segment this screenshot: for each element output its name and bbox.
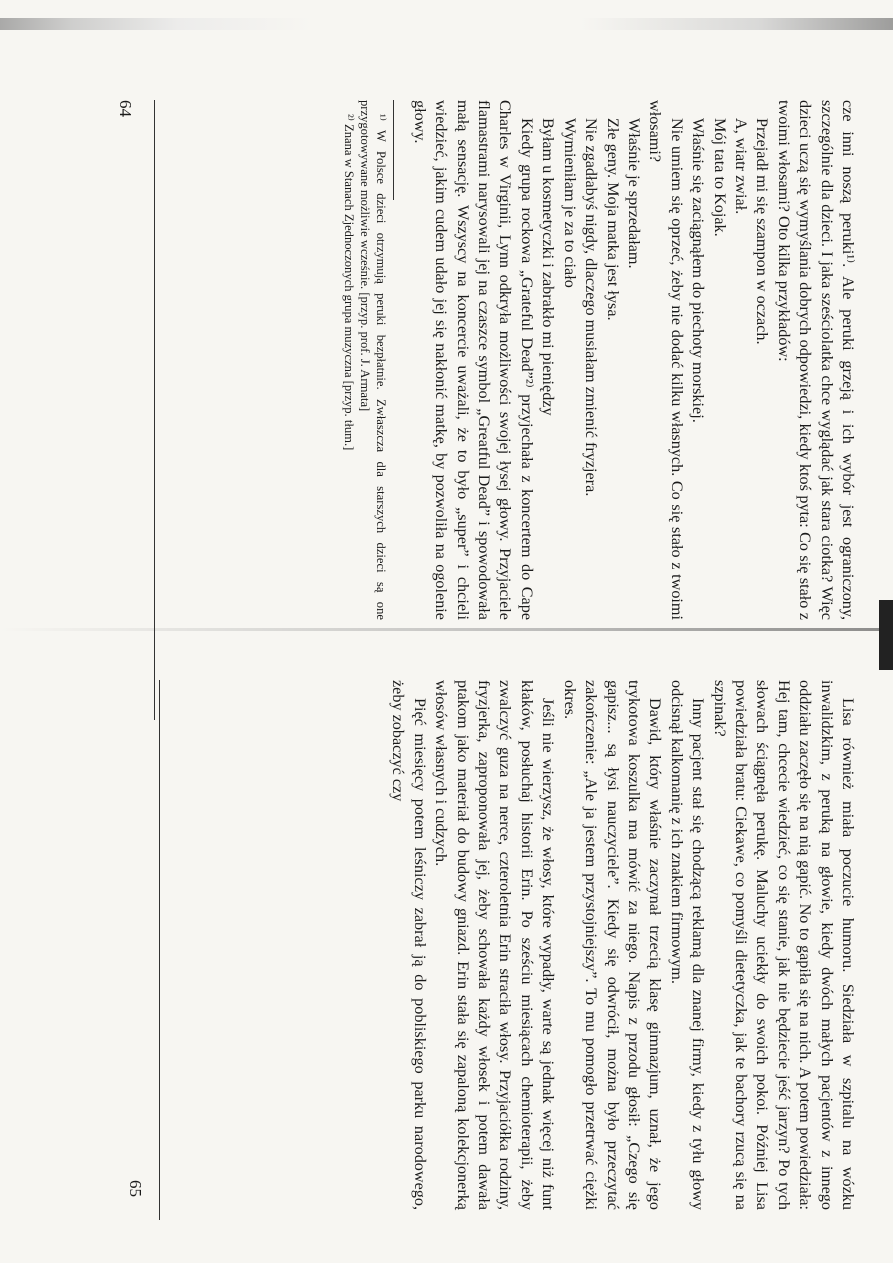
paragraph: Właśnie je sprzedałam.: [624, 118, 643, 269]
footnote: ²⁾ Znana w Stanach Zjednoczonych grupa muzyczna [przyp. tłum.]: [342, 114, 357, 451]
paragraph: Przejadł mi się szampon w oczach.: [753, 118, 772, 345]
page-number: 65: [126, 1180, 145, 1197]
page-65: [120, 640, 880, 1210]
paragraph: A, wiatr zwiał.: [731, 118, 750, 215]
paragraph: Pięć miesięcy potem leśniczy zabrał ją do pobliskiego parku narodowego, żeby zobaczyć czy: [389, 680, 429, 1210]
footnote: ¹⁾ W Polsce dzieci otrzymują peruki bezpłatnie. Zwłaszcza dla starszych dzieci są one przygotowywane możliwie wcześnie. [przyp. prof. J. Armata]: [358, 100, 389, 620]
paragraph: Mój tata to Kojak.: [710, 118, 729, 237]
footnote-divider: [393, 100, 394, 200]
paragraph: Wymieniłam je za to ciało: [560, 118, 579, 288]
page-rule: [159, 680, 160, 1220]
paragraph: Kiedy grupa rockowa „Grateful Dead”²⁾ przyjechała z koncertem do Cape Charles w Virginii, Lynn odkryła możliwości swojej łysej głowy. Przyjaciele flamastrami narysowali jej na czaszce symbol „Greatful Dead” i spowodowała małą sensację. Wszyscy na koncercie uważali, że to było „super” i chcieli wiedzieć, jakim cudem udało jej się nakłonić matkę, by pozwoliła na ogolenie głowy.: [410, 100, 536, 620]
book-gutter-line: [0, 628, 893, 631]
page-number: 64: [116, 100, 135, 117]
page-64-body: [341, 100, 858, 620]
paragraph: Właśnie się zaciągnąłem do piechoty morskiej.: [689, 118, 708, 423]
paragraph: Lisa również miała poczucie humoru. Siedziała w szpitalu na wózku inwalidzkim, z peruką na głowie, kiedy dwóch małych pacjentów z innego oddziału zaczęło się na nią gapić. No to gapiła się na nich. A potem powiedziała: Hej tam, chcecie wiedzieć, co się stanie, jak nie będziecie jeść jarzyn? Po tych słowach ściągnęła perukę. Maluchy uciekły do swoich pokoi. Później Lisa powiedziała bratu: Ciekawe, co pomyśli dietetyczka, jak te bachory rzucą się na szpinak?: [710, 680, 857, 1210]
paragraph: Złe geny. Moja matka jest łysa.: [603, 118, 622, 321]
scan-edge-smudge: [0, 18, 893, 30]
paragraph: Byłam u kosmetyczki i zabrakło mi pieniędzy: [539, 118, 558, 416]
page-rule: [154, 100, 155, 720]
paragraph: Nie umiem się oprzeć, żeby nie dodać kilku własnych. Co się stało z twoimi włosami?: [646, 100, 686, 620]
page-64: [116, 100, 880, 620]
page-65-body: [387, 680, 858, 1210]
paragraph: Jeśli nie wierzysz, że włosy, które wypadły, warte są jednak więcej niż funt kłaków, posłuchaj historii Erin. Po sześciu miesiącach chemioterapii, żeby zwalczyć guza na nerce, czteroletnia Erin straciła włosy. Przyjaciółka rodziny, fryzjerka, zaproponowała jej, żeby schowała każdy włosek i potem dawała ptakom jako materiał do budowy gniazd. Erin stała się zapaloną kolekcjonerką włosów własnych i cudzych.: [432, 680, 558, 1210]
paragraph: cze inni noszą peruki¹⁾. Ale peruki grzeją i ich wybór jest ograniczony, szczególnie dla dzieci. I jaka sześciolatka chce wyglądać jak stara ciotka? Więc dzieci uczą się wymyślania dobrych odpowiedzi, kiedy ktoś pyta: Co się stało z twoimi włosami? Oto kilka przykładów:: [774, 100, 857, 620]
paragraph: Inny pacjent stał się chodzącą reklamą dla znanej firmy, kiedy z tyłu głowy odcisnął kalkomanię z ich znakiem firmowym.: [667, 680, 708, 1210]
paragraph: Nie zgadłabyś nigdy, dlaczego musiałam zmienić fryzjera.: [582, 118, 601, 497]
book-spine-shadow: [879, 600, 893, 670]
paragraph: Dawid, który właśnie zaczynał trzecią klasę gimnazjum, uznał, że jego trykotowa koszulka ma mówić za niego. Napis z przodu głosił: „Czego się gapisz... są łysi nauczyciele”. Kiedy się odwrócił, można było przeczytać zakończenie: „Ale ja jestem przystojniejszy”. To mu pomogło przetrwać ciężki okres.: [560, 680, 665, 1210]
